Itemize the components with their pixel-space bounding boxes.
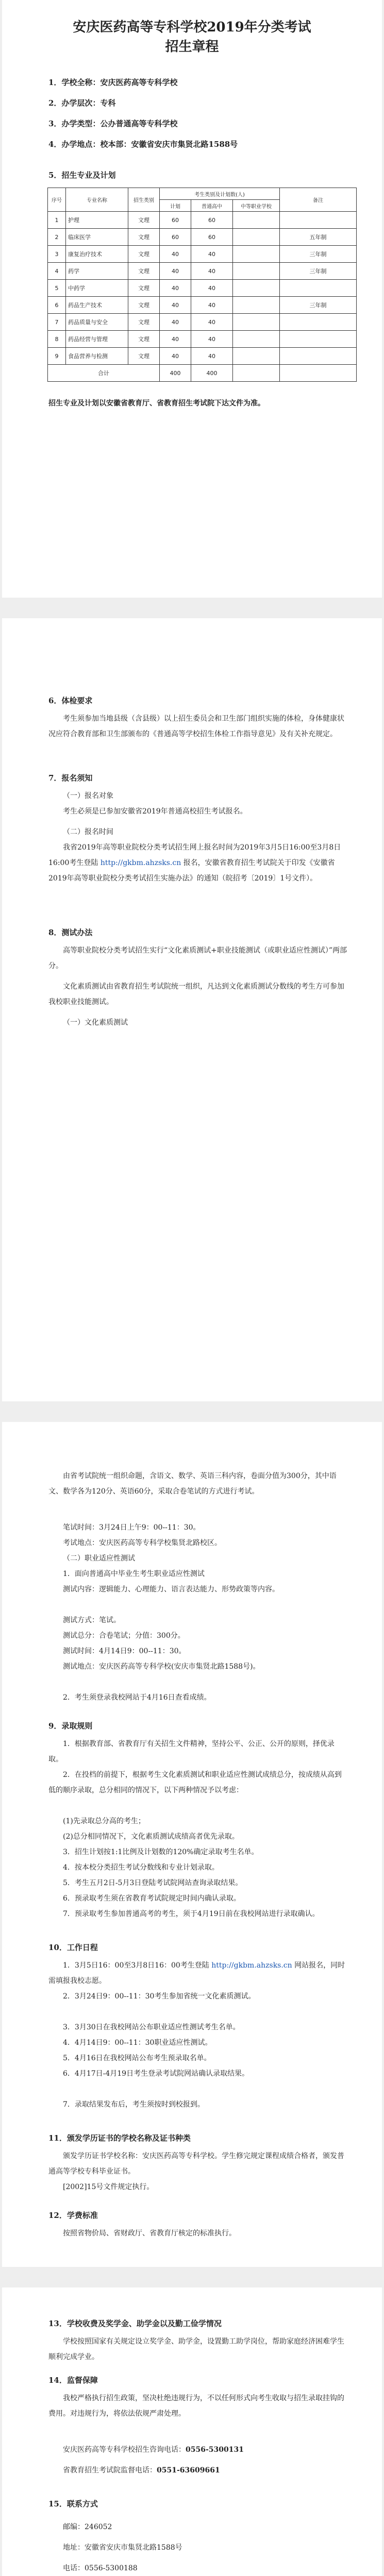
schedule-7: 7．录取结果发布后，考生须按时到校报到。 — [63, 2100, 205, 2109]
col-group: 考生类别及计划数(人) — [160, 188, 280, 200]
phone-line-1: 安庆医药高等专科学校招生咨询电话：0556-5300131 — [63, 2446, 244, 2454]
document-page-4 — [2, 2287, 382, 2576]
certificate-heading: 11．颁发学历证书的学校名称及证书种类 — [48, 2133, 191, 2143]
contact-heading: 15．联系方式 — [48, 2499, 98, 2509]
table-row: 1 护理 文理 60 60 — [48, 212, 357, 229]
school-name: 1．学校全称：安庆医药高等专科学校 — [48, 78, 178, 87]
reg-object-heading: （一）报名对象 — [63, 792, 113, 800]
document-title: 安庆医药高等专科学校2019年分类考试 — [73, 20, 311, 35]
admission-rule-6: 6．预录取考生须在省教育考试院规定时间内确认录取。 — [63, 1894, 241, 1903]
document-page-3 — [2, 1422, 382, 2267]
schedule-5: 5．4月16日在我校网站公布考生预录取名单。 — [63, 2054, 211, 2062]
table-row: 9 食品营养与检测 文理 40 40 — [48, 348, 357, 365]
table-row: 3 康复治疗技术 文理 40 40 三年制 — [48, 246, 357, 263]
plan-heading: 5．招生专业及计划 — [48, 171, 116, 180]
document-page-2 — [2, 618, 382, 1401]
phone-line-2: 省教育招生考试院监督电话：0551-63609661 — [63, 2466, 220, 2475]
table-row: 7 药品质量与安全 文理 40 40 — [48, 314, 357, 331]
school-address: 4．办学地点：校本部：安徽省安庆市集贤北路1588号 — [48, 140, 238, 149]
test-culture-time: 笔试时间：3月24日上午9：00--11：30。 — [63, 1523, 201, 1532]
schedule-1: 1．3月5日16：00至3月8日16：00考生登陆 http://gkbm.ahzsks.cn 网站报名，同时需填报我校志愿。 — [48, 1961, 345, 1985]
test-vocational-method: 测试方式：笔试。 — [63, 1616, 121, 1624]
schedule-3: 3．3月30日在我校网站公布职业适应性测试考生名单。 — [63, 2023, 240, 2031]
health-text: 考生须参加当地县级（含县级）以上招生委员会和卫生部门组织实施的体检，身体健康状况应符合教育部和卫生部颁布的《普通高等学校招生体检工作指导意见》及有关补充规定。 — [48, 715, 344, 738]
document-subtitle: 招生章程 — [165, 39, 219, 55]
admission-rule-2b: (2)总分相同情况下，文化素质测试成绩高者优先录取。 — [63, 1833, 239, 1841]
certificate-text-2: [2002]15号文件规定执行。 — [63, 2183, 154, 2191]
admission-rule-7: 7．预录取考生参加普通高考的考生，须于4月19日前在我校网站进行录取确认。 — [63, 1910, 320, 1918]
admission-rule-4: 4．按本校分类招生考试分数线和专业计划录取。 — [63, 1863, 219, 1872]
table-row: 8 药品经营与管理 文理 40 40 — [48, 331, 357, 348]
table-row: 2 临床医学 文理 60 60 五年制 — [48, 229, 357, 246]
schedule-heading: 10．工作日程 — [48, 1943, 98, 1952]
col-type: 招生类别 — [128, 188, 160, 212]
admission-rule-2a: (1)先录取总分高的考生； — [63, 1817, 145, 1825]
col-note: 备注 — [280, 188, 357, 212]
table-row: 4 药学 文理 40 40 三年制 — [48, 263, 357, 280]
contact-phone: 电话：0556-5300188 — [63, 2564, 138, 2572]
test-vocational-place: 测试地点：安庆医药高等专科学校(安庆市集贤北路1588号)。 — [63, 1663, 260, 1671]
test-culture-desc: 由省考试院统一组织命题，含语文、数学、英语三科内容，卷面分值为300分，其中语文、数学各为120分、英语60分，采取合卷笔试的方式进行考试。 — [48, 1472, 337, 1496]
col-major: 专业名称 — [66, 188, 128, 212]
test-sub3: 1．面向普通高中毕业生考生职业适应性测试 — [63, 1570, 205, 1578]
col-zy: 中等职业学校 — [233, 200, 280, 212]
table-row: 5 中药学 文理 40 40 — [48, 280, 357, 297]
enrollment-plan-table — [47, 188, 357, 382]
plan-note: 招生专业及计划以安徽省教育厅、省教育招生考试院下达文件为准。 — [48, 399, 265, 408]
test-sub2: （二）职业适应性测试 — [63, 1554, 135, 1563]
test-vocational-content: 测试内容：逻辑能力、心理能力、语言表达能力、形势政策等内容。 — [63, 1585, 279, 1594]
fee-text: 按照省物价局、省财政厅、省教育厅核定的标准执行。 — [63, 2229, 236, 2238]
test-score-check: 2．考生须登录我校网站于4月16日查看成绩。 — [63, 1693, 211, 1702]
aid-heading: 13．学校收费及奖学金、助学金以及勤工俭学情况 — [48, 2319, 222, 2328]
admission-rule-5: 5．考生五月2日-5月3日登陆考试院网站查询录取结果。 — [63, 1879, 243, 1887]
test-intro-1: 高等职业院校分类考试招生实行“文化素质测试+职业技能测试（或职业适应性测试）”两部分。 — [48, 946, 347, 970]
health-heading: 6．体检要求 — [48, 696, 93, 705]
school-type: 3．办学类型：公办普通高等专科学校 — [48, 119, 178, 128]
test-culture-place: 考试地点：安庆医药高等专科学校集贤北路校区。 — [63, 1539, 222, 1547]
schedule-4: 4．4月14日9：00--11：30职业适应性测试。 — [63, 2039, 212, 2047]
schedule-6: 6．4月17日-4月19日考生登录考试院网站确认录取结果。 — [63, 2070, 249, 2078]
schedule-link[interactable]: http://gkbm.ahzsks.cn — [211, 1961, 292, 1970]
reg-time-text: 我省2019年高等职业院校分类考试招生网上报名时间为2019年3月5日16:00至3月8日16:00考生登陆 http://gkbm.ahzsks.cn 报名，安徽省教育招生考试院关于印发《安徽省2019年高等职业院校分类考试招生实施办法》的通知（皖招考〔2019〕1号文件）。 — [48, 843, 341, 883]
contact-address: 地址：安徽省安庆市集贤北路1588号 — [63, 2544, 182, 2552]
table-row: 6 药品生产技术 文理 40 40 三年制 — [48, 297, 357, 314]
fee-heading: 12．学费标准 — [48, 2211, 98, 2220]
col-pu: 普通高中 — [191, 200, 233, 212]
document-page-1 — [2, 0, 382, 598]
school-level: 2．办学层次：专科 — [48, 98, 116, 108]
admission-rule-2: 2．在投档的前提下，根据考生文化素质测试和职业适应性测试成绩总分，按成绩从高到低的顺序录取，总分相同的情况下，以下两种情况予以考虑： — [48, 1771, 342, 1794]
admission-heading: 9．录取规则 — [48, 1721, 93, 1731]
registration-link[interactable]: http://gkbm.ahzsks.cn — [100, 859, 181, 867]
table-total-row: 合计 400 400 — [48, 365, 357, 382]
admission-rule-1: 1．根据教育部、省教育厅有关招生文件精神，坚持公平、公正、公开的原则，择优录取。 — [48, 1740, 335, 1764]
supervision-text: 我校严格执行招生政策，坚决杜绝违规行为，不以任何形式向考生收取与招生录取挂钩的费用。对违规行为，将依法依规严肃处理。 — [48, 2394, 344, 2418]
certificate-text: 颁发学历证书学校名称：安庆医药高等专科学校。学生修完规定课程成绩合格者，颁发普通高等学校专科毕业证书。 — [48, 2152, 344, 2176]
schedule-2: 2．3月24日9：00--11：30考生参加省统一文化素质测试。 — [63, 1992, 256, 2001]
admission-rule-3: 3．招生计划按1:1比例及计划数的120%确定录取考生名单。 — [63, 1848, 259, 1856]
reg-time-heading: （二）报名时间 — [63, 828, 113, 836]
test-vocational-time: 测试时间：4月14日9：00--11：30。 — [63, 1647, 186, 1655]
test-vocational-score: 测试总分：合卷笔试；分值：300分。 — [63, 1632, 185, 1640]
contact-zip: 邮编：246052 — [63, 2523, 112, 2531]
registration-heading: 7．报名须知 — [48, 773, 93, 783]
test-heading: 8．测试办法 — [48, 928, 93, 937]
aid-text: 学校按照国家有关规定设立奖学金、助学金，设置勤工助学岗位，帮助家庭经济困难学生顺利完成学业。 — [48, 2337, 344, 2361]
col-no: 序号 — [48, 188, 66, 212]
supervision-heading: 14．监督保障 — [48, 2376, 98, 2385]
reg-object-text: 考生必须是已参加安徽省2019年普通高校招生考试报名。 — [63, 807, 247, 816]
col-plan: 计划 — [160, 200, 191, 212]
test-intro-2: 文化素质测试由省教育招生考试院统一组织，凡达到文化素质测试分数线的考生方可参加我校职业技能测试。 — [48, 982, 344, 1006]
test-sub1: （一）文化素质测试 — [63, 1019, 128, 1027]
